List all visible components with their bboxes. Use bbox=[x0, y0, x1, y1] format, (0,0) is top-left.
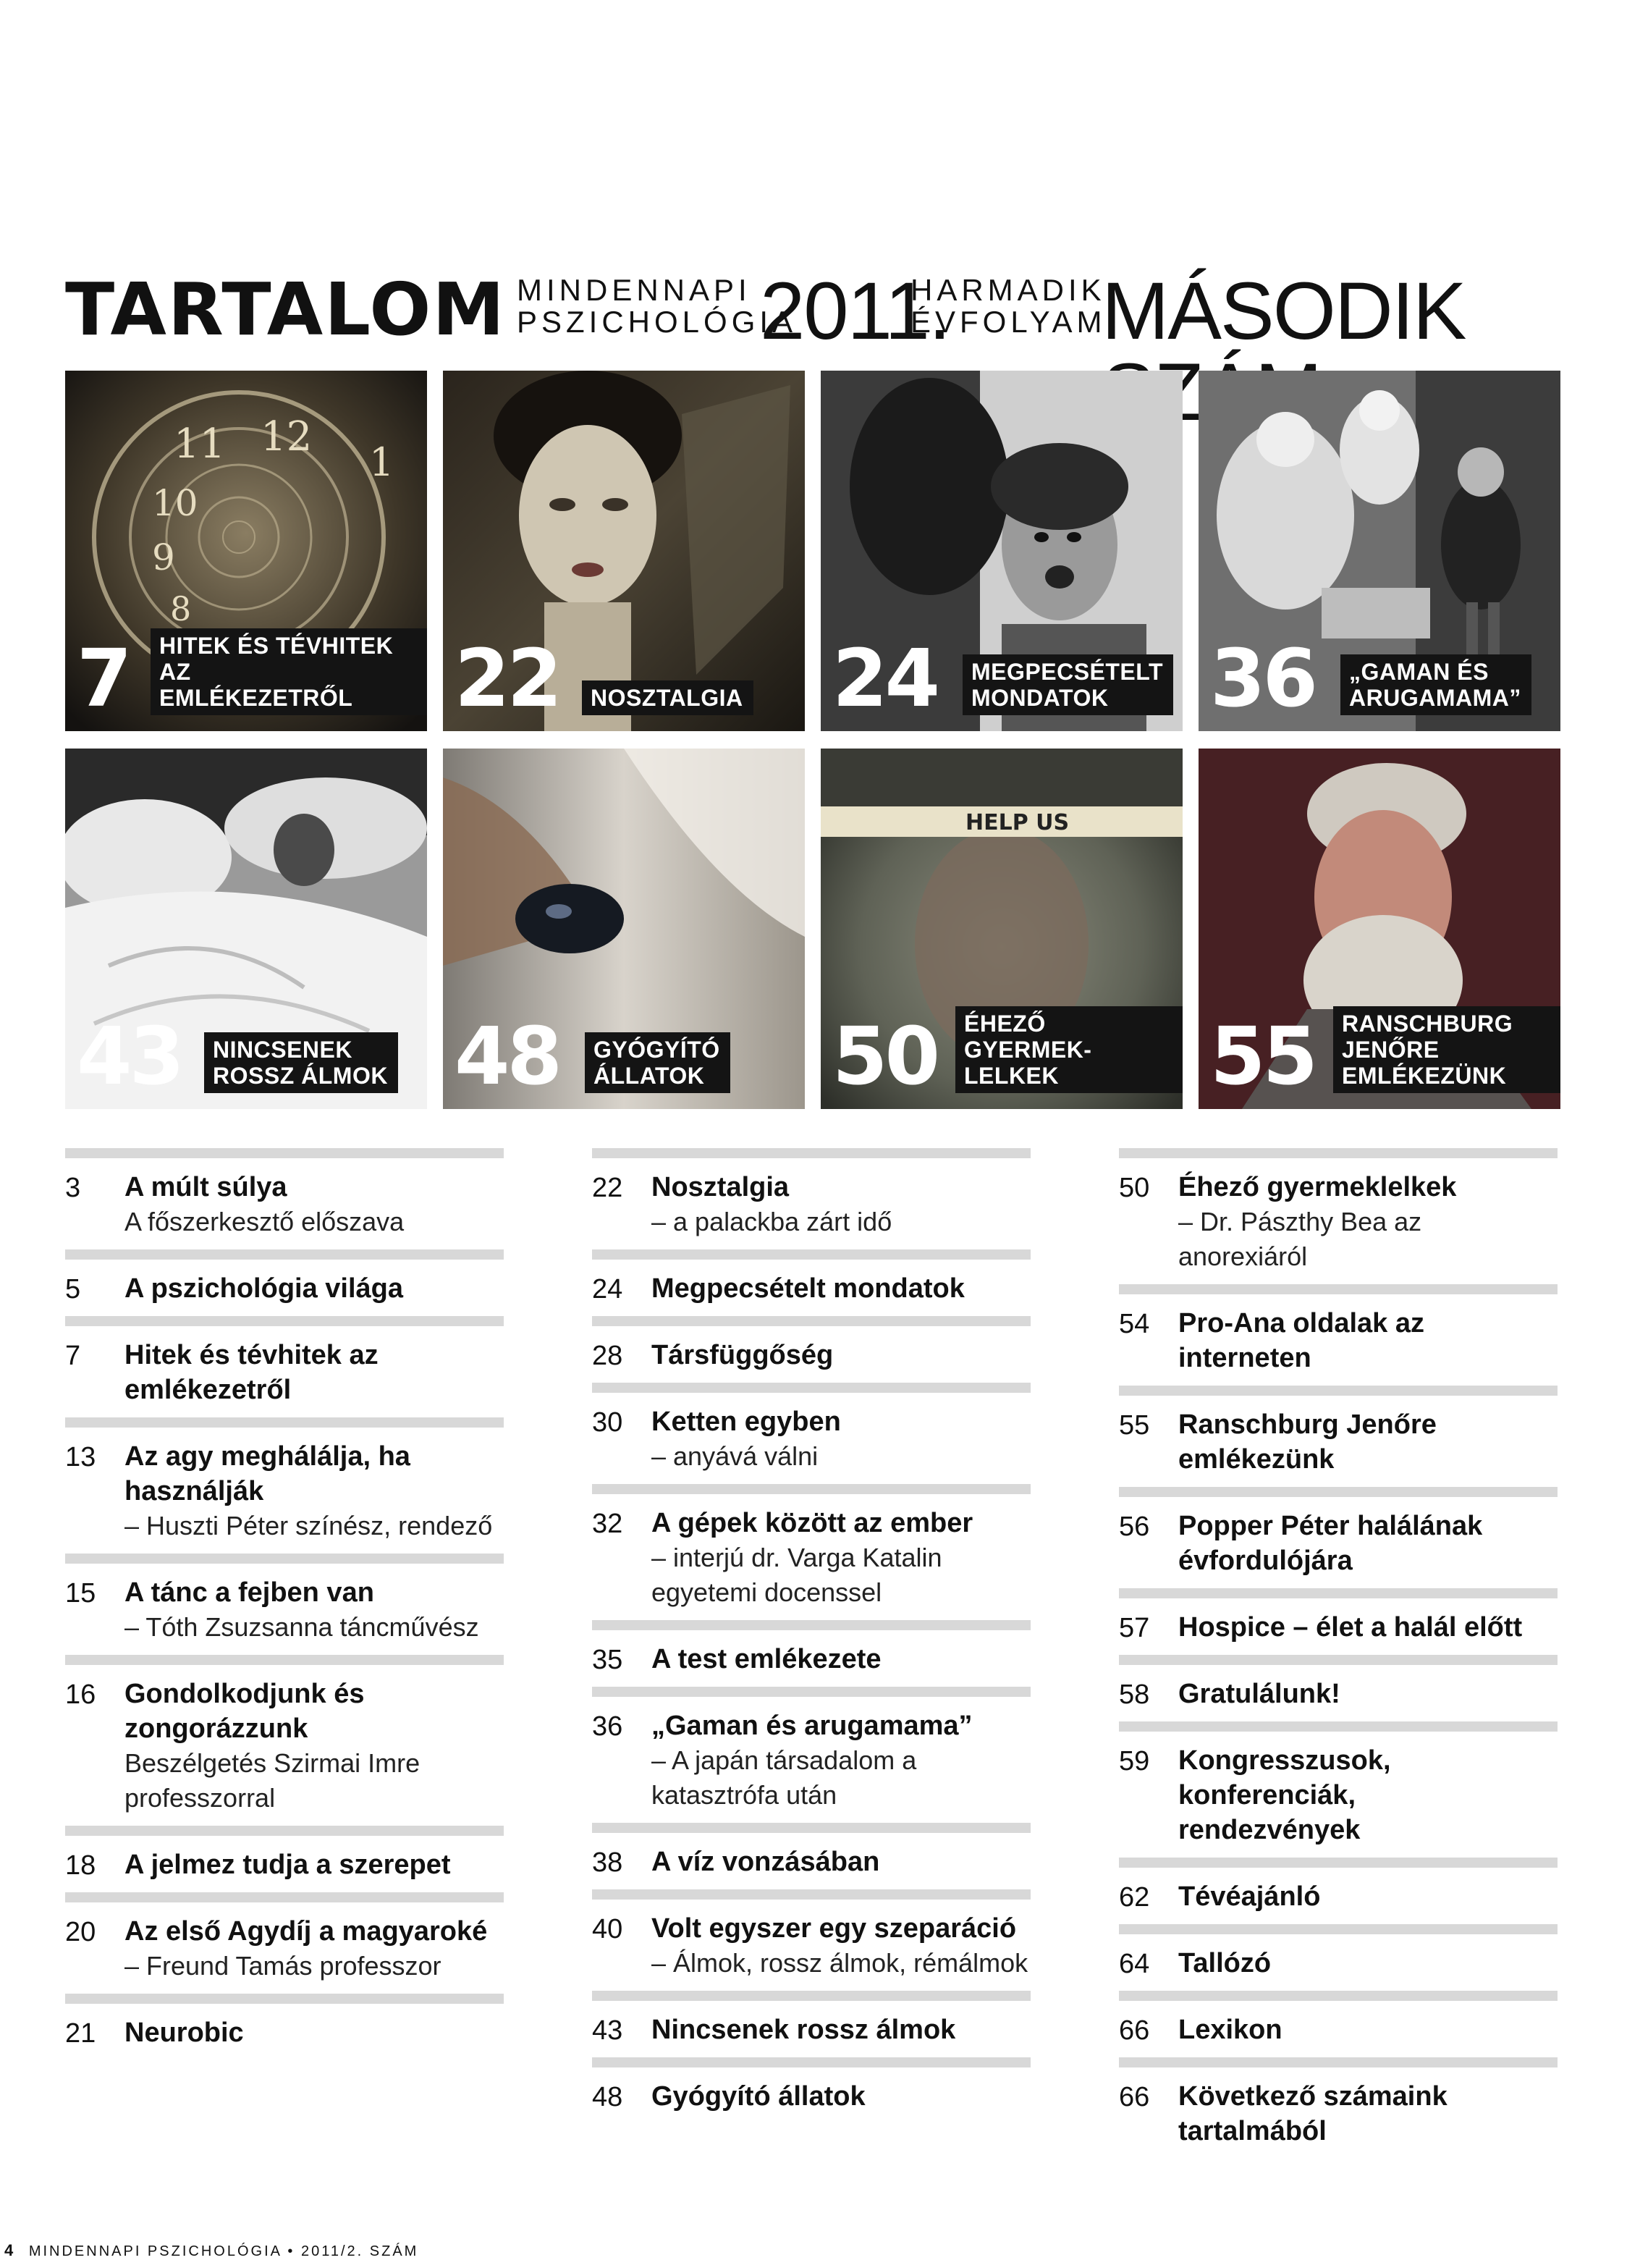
tile-caption: NOSZTALGIA bbox=[582, 680, 753, 715]
toc-subtitle: – Freund Tamás professzor bbox=[124, 1951, 441, 1981]
toc-page: 13 bbox=[65, 1442, 96, 1472]
toc-page: 56 bbox=[1119, 1512, 1150, 1542]
toc-title: A tánc a fejben van bbox=[124, 1577, 374, 1608]
tile-page-number: 36 bbox=[1210, 632, 1316, 725]
toc-page: 22 bbox=[592, 1173, 623, 1203]
toc-page: 36 bbox=[592, 1711, 623, 1742]
tile-caption: NINCSENEK ROSSZ ÁLMOK bbox=[204, 1032, 398, 1093]
toc-page: 66 bbox=[1119, 2082, 1150, 2112]
toc-page: 40 bbox=[592, 1914, 623, 1944]
toc-entry[interactable] bbox=[592, 1316, 1031, 1383]
toc-title: „Gaman és arugamama” bbox=[651, 1711, 973, 1741]
toc-entry[interactable] bbox=[1119, 1924, 1558, 1991]
toc-title: Az agy meghálálja, ha használják bbox=[124, 1441, 410, 1506]
toc-page: 24 bbox=[592, 1274, 623, 1304]
tile-page-number: 55 bbox=[1210, 1010, 1316, 1103]
toc-entry[interactable] bbox=[592, 1991, 1031, 2057]
toc-title: Volt egyszer egy szeparáció bbox=[651, 1913, 1017, 1944]
tile-caption: GYÓGYÍTÓ ÁLLATOK bbox=[585, 1032, 730, 1093]
feature-tile-24[interactable] bbox=[821, 371, 1183, 731]
feature-tile-43[interactable] bbox=[65, 749, 427, 1109]
toc-entry[interactable] bbox=[592, 1249, 1031, 1316]
toc-entry[interactable] bbox=[592, 1687, 1031, 1823]
toc-title: A jelmez tudja a szerepet bbox=[124, 1850, 451, 1880]
toc-title: Gratulálunk! bbox=[1178, 1679, 1340, 1709]
toc-entry[interactable] bbox=[1119, 1148, 1558, 1284]
toc-title: Az első Agydíj a magyaroké bbox=[124, 1916, 488, 1947]
svg-text:HELP US: HELP US bbox=[965, 810, 1070, 835]
magazine-name-line2: PSZICHOLÓGIA bbox=[517, 305, 798, 339]
toc-page: 18 bbox=[65, 1850, 96, 1881]
footer-publication: MINDENNAPI PSZICHOLÓGIA • 2011/2. SZÁM bbox=[28, 2243, 419, 2259]
tile-caption: RANSCHBURG JENŐRE EMLÉKEZÜNK bbox=[1333, 1006, 1560, 1093]
toc-entry[interactable] bbox=[65, 1249, 504, 1316]
toc-entry[interactable] bbox=[1119, 1386, 1558, 1487]
toc-title: Ranschburg Jenőre emlékezünk bbox=[1178, 1409, 1437, 1475]
toc-page: 28 bbox=[592, 1341, 623, 1371]
toc-title: Popper Péter halálának évfordulójára bbox=[1178, 1511, 1483, 1576]
toc-page: 48 bbox=[592, 2082, 623, 2112]
feature-tile-36[interactable] bbox=[1199, 371, 1560, 731]
toc-title: Megpecsételt mondatok bbox=[651, 1273, 965, 1304]
toc-entry[interactable] bbox=[1119, 1655, 1558, 1721]
toc-column-1 bbox=[65, 1148, 504, 2060]
tile-page-number: 22 bbox=[455, 632, 560, 725]
toc-page: 5 bbox=[65, 1274, 81, 1304]
feature-tile-50[interactable] bbox=[821, 749, 1183, 1109]
toc-title: A gépek között az ember bbox=[651, 1508, 973, 1538]
toc-title: Tallózó bbox=[1178, 1948, 1272, 1978]
toc-page: 57 bbox=[1119, 1613, 1150, 1643]
feature-tile-22[interactable] bbox=[443, 371, 805, 731]
toc-entry[interactable] bbox=[592, 1620, 1031, 1687]
toc-title: A test emlékezete bbox=[651, 1644, 882, 1674]
toc-entry[interactable] bbox=[592, 2057, 1031, 2124]
page-footer bbox=[4, 2241, 418, 2260]
toc-page: 20 bbox=[65, 1917, 96, 1947]
toc-entry[interactable] bbox=[65, 1826, 504, 1892]
toc-entry[interactable] bbox=[1119, 1588, 1558, 1655]
toc-title: Neurobic bbox=[124, 2018, 244, 2048]
toc-entry[interactable] bbox=[1119, 1991, 1558, 2057]
feature-tile-7[interactable] bbox=[65, 371, 427, 731]
toc-subtitle: – a palackba zárt idő bbox=[651, 1207, 892, 1236]
toc-subtitle: Beszélgetés Szirmai Imre professzorral bbox=[124, 1748, 421, 1813]
toc-title: Tévéajánló bbox=[1178, 1881, 1321, 1912]
toc-page: 66 bbox=[1119, 2015, 1150, 2046]
tile-page-number: 24 bbox=[832, 632, 938, 725]
feature-tile-55[interactable] bbox=[1199, 749, 1560, 1109]
toc-page: 16 bbox=[65, 1679, 96, 1710]
toc-entry[interactable] bbox=[1119, 1487, 1558, 1588]
issue-number: MÁSODIK bbox=[1102, 266, 1466, 356]
tile-page-number: 48 bbox=[455, 1010, 560, 1103]
toc-entry[interactable] bbox=[1119, 1284, 1558, 1386]
toc-title: Kongresszusok, konferenciák, rendezvények bbox=[1178, 1745, 1391, 1845]
toc-subtitle: – Álmok, rossz álmok, rémálmok bbox=[651, 1948, 1028, 1978]
toc-column-2 bbox=[592, 1148, 1031, 2124]
tile-page-number: 50 bbox=[832, 1010, 938, 1103]
tile-caption: HITEK ÉS TÉVHITEK AZ EMLÉKEZETRŐL bbox=[151, 628, 427, 715]
toc-subtitle: – Huszti Péter színész, rendező bbox=[124, 1511, 493, 1540]
toc-entry[interactable] bbox=[1119, 2057, 1558, 2159]
toc-entry[interactable] bbox=[592, 1484, 1031, 1620]
toc-subtitle: A főszerkesztő előszava bbox=[124, 1207, 405, 1236]
svg-text:8: 8 bbox=[170, 589, 192, 628]
toc-entry[interactable] bbox=[592, 1148, 1031, 1249]
toc-title: A víz vonzásában bbox=[651, 1847, 880, 1877]
toc-page: 35 bbox=[592, 1645, 623, 1675]
tile-page-number: 43 bbox=[77, 1010, 182, 1103]
toc-subtitle: – Tóth Zsuzsanna táncművész bbox=[124, 1612, 479, 1642]
toc-entry[interactable] bbox=[65, 1892, 504, 1994]
toc-entry[interactable] bbox=[65, 1655, 504, 1826]
toc-subtitle: – interjú dr. Varga Katalin egyetemi docenssel bbox=[651, 1543, 942, 1607]
tile-caption: ÉHEZŐ GYERMEK- LELKEK bbox=[955, 1006, 1183, 1093]
toc-entry[interactable] bbox=[592, 1889, 1031, 1991]
tile-page-number: 7 bbox=[77, 632, 130, 725]
toc-page: 62 bbox=[1119, 1882, 1150, 1913]
svg-text:9: 9 bbox=[152, 536, 175, 578]
toc-entry[interactable] bbox=[1119, 1858, 1558, 1924]
toc-entry[interactable] bbox=[65, 1148, 504, 1249]
toc-subtitle: – anyává válni bbox=[651, 1441, 819, 1471]
toc-page: 58 bbox=[1119, 1679, 1150, 1710]
toc-title: Hitek és tévhitek az emlékezetről bbox=[124, 1340, 379, 1405]
volume-line1: HARMADIK bbox=[910, 273, 1106, 307]
toc-subtitle: – Dr. Pászthy Bea az anorexiáról bbox=[1178, 1207, 1422, 1271]
masthead bbox=[65, 261, 1571, 355]
toc-page: 50 bbox=[1119, 1173, 1150, 1203]
toc-title: Pro-Ana oldalak az interneten bbox=[1178, 1308, 1424, 1373]
tile-caption: „GAMAN ÉS ARUGAMAMA” bbox=[1340, 654, 1531, 715]
toc-title: Hospice – élet a halál előtt bbox=[1178, 1612, 1523, 1643]
toc-subtitle: – A japán társadalom a katasztrófa után bbox=[651, 1745, 917, 1810]
toc-title: A múlt súlya bbox=[124, 1172, 287, 1202]
toc-page: 64 bbox=[1119, 1949, 1150, 1979]
toc-entry[interactable] bbox=[65, 1994, 504, 2060]
toc-entry[interactable] bbox=[65, 1554, 504, 1655]
toc-page: 3 bbox=[65, 1173, 81, 1203]
toc-title: Gondolkodjunk és zongorázzunk bbox=[124, 1679, 365, 1744]
toc-title: Lexikon bbox=[1178, 2015, 1282, 2045]
toc-column-3 bbox=[1119, 1148, 1558, 2159]
toc-title: Nincsenek rossz álmok bbox=[651, 2015, 956, 2045]
footer-page-number: 4 bbox=[4, 2241, 16, 2259]
feature-tile-48[interactable] bbox=[443, 749, 805, 1109]
svg-text:12: 12 bbox=[261, 413, 313, 460]
svg-text:11: 11 bbox=[174, 421, 226, 468]
tile-caption: MEGPECSÉTELT MONDATOK bbox=[963, 654, 1173, 715]
toc-entry[interactable] bbox=[65, 1316, 504, 1417]
toc-entry[interactable] bbox=[65, 1417, 504, 1554]
svg-text:10: 10 bbox=[152, 482, 198, 524]
toc-entry[interactable] bbox=[592, 1383, 1031, 1484]
toc-title: Nosztalgia bbox=[651, 1172, 790, 1202]
toc-title: A pszichológia világa bbox=[124, 1273, 404, 1304]
toc-page: 21 bbox=[65, 2018, 96, 2049]
toc-title: Gyógyító állatok bbox=[651, 2081, 866, 2112]
toc-heading: TARTALOM bbox=[65, 267, 506, 352]
toc-page: 59 bbox=[1119, 1746, 1150, 1776]
toc-entry[interactable] bbox=[1119, 1721, 1558, 1858]
volume-line2: ÉVFOLYAM bbox=[910, 305, 1107, 339]
toc-page: 43 bbox=[592, 2015, 623, 2046]
toc-title: Társfüggőség bbox=[651, 1340, 834, 1370]
toc-page: 32 bbox=[592, 1509, 623, 1539]
toc-page: 15 bbox=[65, 1578, 96, 1609]
toc-title: Következő számaink tartalmából bbox=[1178, 2081, 1448, 2146]
toc-title: Ketten egyben bbox=[651, 1407, 841, 1437]
svg-text:1: 1 bbox=[369, 439, 394, 485]
toc-page: 30 bbox=[592, 1407, 623, 1438]
toc-page: 54 bbox=[1119, 1309, 1150, 1339]
toc-entry[interactable] bbox=[592, 1823, 1031, 1889]
toc-title: Éhező gyermeklelkek bbox=[1178, 1172, 1457, 1202]
magazine-name-line1: MINDENNAPI bbox=[517, 273, 751, 307]
toc-page: 38 bbox=[592, 1847, 623, 1878]
issue-year: 2011. bbox=[760, 266, 950, 356]
toc-page: 7 bbox=[65, 1341, 81, 1371]
toc-page: 55 bbox=[1119, 1410, 1150, 1441]
